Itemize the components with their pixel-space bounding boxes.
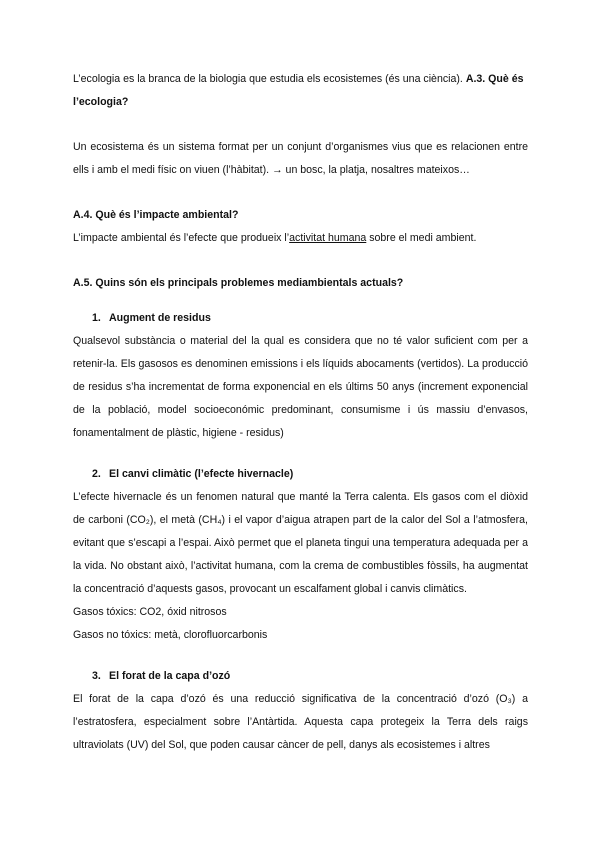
heading-a4: A.4. Què és l’impacte ambiental? (73, 209, 239, 221)
intro-paragraph (73, 68, 528, 114)
impact-text-before: L’impacte ambiental és l’efecte que produeix l’ (73, 232, 290, 244)
item-heading-2: 2. El canvi climàtic (l’efecte hivernacle) (92, 468, 294, 480)
nontoxic-gases-line: Gasos no tóxics: metà, clorofluorcarbonis (73, 629, 268, 641)
item-text-1: Qualsevol substància o material del la qual es considera que no té valor suficient com per a retenir-la. Els gasosos es denominen emissions i els líquids abocaments (vertidos). La producció de residus s’ha incrementat de forma exponencial en els últims 50 anys (increment exponencial de la població, model socioeconómic predominant, consumisme i ús massiu d’envasos, fonamentalment de plàstic, higiene - residus) (73, 335, 528, 439)
item-text-2: L’efecte hivernacle és un fenomen natural que manté la Terra calenta. Els gasos com el diòxid de carboni (CO₂), el metà (CH₄) i el vapor d’aigua atrapen part de la calor del Sol a l’atmosfera, evitant que s’escapi a l’espai. Això permet que el planeta tingui una temperatura adequada per a la vida. No obstant això, l’activitat humana, com la crema de combustibles fòssils, ha augmentat la concentració d’aquests gasos, provocant un escalfament global i canvis climàtics. (73, 491, 528, 595)
intro-text: L’ecologia es la branca de la biologia que estudia els ecosistemes (és una ciència). (73, 73, 463, 85)
item-heading-1: 1. Augment de residus (92, 312, 211, 324)
impact-text-after: sobre el medi ambient. (366, 232, 477, 244)
heading-a5: A.5. Quins són els principals problemes mediambientals actuals? (73, 277, 404, 289)
item-text-3: El forat de la capa d’ozó és una reducció significativa de la concentració d’ozó (O₃) a l’estratosfera, especialment sobre l’Antàrtida. Aquesta capa protegeix la Terra dels raigs ultraviolats (UV) del Sol, que poden causar càncer de pell, danys als ecosistemes i altres (73, 693, 528, 751)
heading-a3: A.3. Què és l’ecologia? (73, 73, 524, 108)
toxic-gases-line: Gasos tóxics: CO2, óxid nitrosos (73, 606, 227, 618)
ecosystem-paragraph: Un ecosistema és un sistema format per un conjunt d’organismes vius que es relacionen entre ells i amb el medi físic on viuen (l’hàbitat). → un bosc, la platja, nosaltres mateixos… (73, 141, 528, 176)
item-heading-3: 3. El forat de la capa d’ozó (92, 670, 231, 682)
document-body (73, 68, 528, 757)
impact-paragraph (73, 227, 528, 250)
impact-underlined-text: activitat humana (289, 232, 367, 244)
